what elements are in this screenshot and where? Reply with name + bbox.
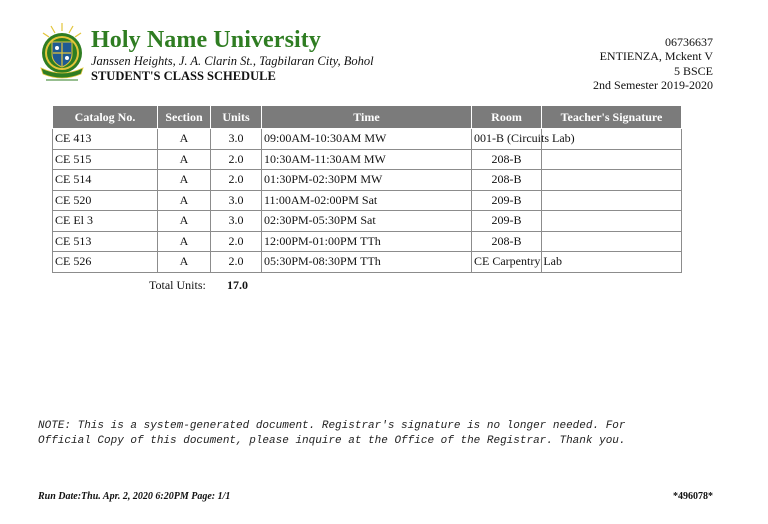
signature-cell xyxy=(542,231,682,252)
system-note xyxy=(38,419,738,448)
note-line-2: Official Copy of this document, please inquire at the Office of the Registrar. Thank you. xyxy=(38,434,626,447)
table-row xyxy=(53,170,682,191)
schedule-header-row xyxy=(53,106,682,129)
catalog-cell: CE 515 xyxy=(53,149,158,170)
section-cell: A xyxy=(158,129,211,150)
total-units-label: Total Units: xyxy=(149,278,206,292)
catalog-cell: CE 513 xyxy=(53,231,158,252)
units-cell: 3.0 xyxy=(211,129,262,150)
student-info xyxy=(593,35,713,92)
signature-cell xyxy=(542,211,682,232)
section-cell: A xyxy=(158,231,211,252)
student-semester: 2nd Semester 2019-2020 xyxy=(593,77,713,92)
section-cell: A xyxy=(158,190,211,211)
student-year-course: 5 BSCE xyxy=(673,63,713,78)
catalog-cell: CE 413 xyxy=(53,129,158,150)
units-cell: 2.0 xyxy=(211,170,262,191)
schedule-table xyxy=(52,105,682,273)
total-units-value: 17.0 xyxy=(227,278,248,292)
catalog-cell: CE 520 xyxy=(53,190,158,211)
column-header-catalog: Catalog No. xyxy=(53,106,158,129)
table-row xyxy=(53,252,682,273)
room-cell: 209-B xyxy=(472,190,542,211)
section-cell: A xyxy=(158,252,211,273)
room-cell: 208-B xyxy=(472,149,542,170)
room-cell: 209-B xyxy=(472,211,542,232)
column-header-units: Units xyxy=(211,106,262,129)
time-cell: 01:30PM-02:30PM MW xyxy=(262,170,472,191)
time-cell: 12:00PM-01:00PM TTh xyxy=(262,231,472,252)
units-cell: 2.0 xyxy=(211,149,262,170)
room-cell: 208-B xyxy=(472,231,542,252)
student-id: 06736637 xyxy=(665,35,713,49)
room-cell: 208-B xyxy=(472,170,542,191)
document-code: *496078* xyxy=(673,491,713,502)
catalog-cell: CE 526 xyxy=(53,252,158,273)
section-cell: A xyxy=(158,211,211,232)
room-cell: CE Carpentry Lab xyxy=(472,252,542,273)
column-header-signature: Teacher's Signature xyxy=(542,106,682,129)
units-cell: 2.0 xyxy=(211,231,262,252)
section-cell: A xyxy=(158,149,211,170)
table-row xyxy=(53,149,682,170)
time-cell: 02:30PM-05:30PM Sat xyxy=(262,211,472,232)
units-cell: 2.0 xyxy=(211,252,262,273)
signature-cell xyxy=(542,190,682,211)
signature-cell xyxy=(542,170,682,191)
signature-cell xyxy=(542,149,682,170)
signature-cell xyxy=(542,252,682,273)
room-cell: 001-B (Circuits Lab) xyxy=(472,129,542,150)
university-seal-icon xyxy=(37,22,87,84)
note-line-1: NOTE: This is a system-generated document. Registrar's signature is no longer needed. For xyxy=(38,420,626,432)
column-header-section: Section xyxy=(158,106,211,129)
table-row xyxy=(53,231,682,252)
table-row xyxy=(53,211,682,232)
section-cell: A xyxy=(158,170,211,191)
time-cell: 11:00AM-02:00PM Sat xyxy=(262,190,472,211)
time-cell: 09:00AM-10:30AM MW xyxy=(262,129,472,150)
catalog-cell: CE 514 xyxy=(53,170,158,191)
university-name: Holy Name University xyxy=(91,27,321,53)
catalog-cell: CE El 3 xyxy=(53,211,158,232)
university-address: Janssen Heights, J. A. Clarin St., Tagbilaran City, Bohol xyxy=(91,54,374,68)
table-row xyxy=(53,129,682,150)
units-cell: 3.0 xyxy=(211,211,262,232)
run-date: Run Date:Thu. Apr. 2, 2020 6:20PM Page: 1/1 xyxy=(38,491,231,502)
document-title: STUDENT'S CLASS SCHEDULE xyxy=(91,69,276,83)
column-header-room: Room xyxy=(472,106,542,129)
units-cell: 3.0 xyxy=(211,190,262,211)
time-cell: 05:30PM-08:30PM TTh xyxy=(262,252,472,273)
column-header-time: Time xyxy=(262,106,472,129)
time-cell: 10:30AM-11:30AM MW xyxy=(262,149,472,170)
table-row xyxy=(53,190,682,211)
student-name: ENTIENZA, Mckent V xyxy=(599,49,713,64)
